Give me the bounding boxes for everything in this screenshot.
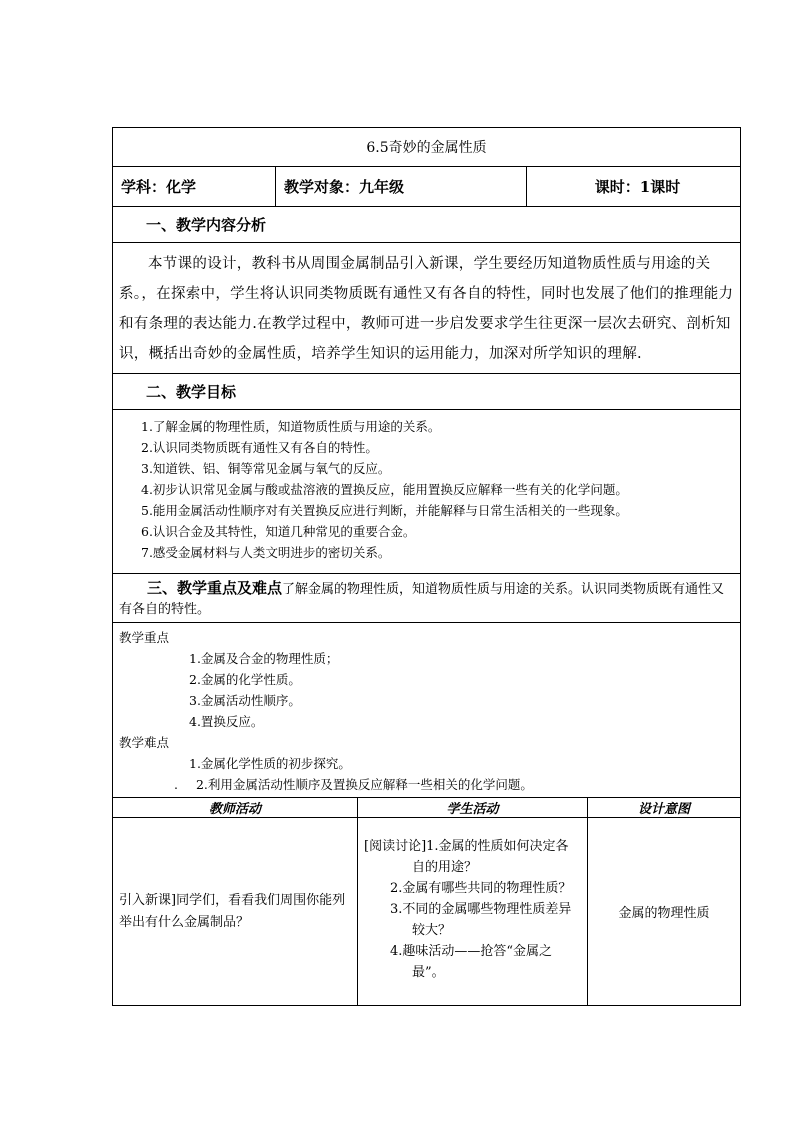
- period-cell: 课时：1课时: [594, 178, 681, 196]
- lesson-title: 6.5奇妙的金属性质: [366, 140, 487, 156]
- student-activity-item: 4.趣味活动——抢答“金属之最”。: [390, 944, 553, 980]
- key-points-block: [112, 623, 741, 798]
- header-student-activity: 学生活动: [358, 798, 588, 817]
- teacher-activity-text: 引入新课]同学们，看看我们周围你能列举出有什么金属制品？: [119, 892, 346, 930]
- objective-item: 6.认识合金及其特性，知道几种常见的重要合金。: [141, 524, 416, 539]
- section-content-analysis-heading: 一、教学内容分析: [112, 207, 741, 243]
- student-activity-item: [阅读讨论]1.金属的性质如何决定各自的用途？: [364, 839, 569, 875]
- objective-item: 7.感受金属材料与人类文明进步的密切关系。: [141, 545, 391, 560]
- header-teacher-activity: 教师活动: [113, 798, 358, 817]
- section-key-points-heading: 三、教学重点及难点: [147, 579, 283, 597]
- objectives-list: [112, 410, 741, 574]
- activity-header-row: [112, 798, 741, 818]
- key-point-item: 4.置换反应。: [189, 714, 264, 729]
- difficult-points-label: 教学难点: [119, 735, 170, 750]
- key-points-summary-text: 了解金属的物理性质，知道物质性质与用途的关系。认识同类物质既有通性又有各自的特性。: [119, 582, 725, 617]
- key-point-item: 2.金属的化学性质。: [189, 672, 301, 687]
- info-row: [112, 167, 741, 207]
- student-activity-cell: [358, 818, 588, 1005]
- section-objectives-heading: 二、教学目标: [112, 374, 741, 410]
- design-intent-cell: [588, 818, 740, 1005]
- objective-item: 3.知道铁、铝、铜等常见金属与氧气的反应。: [141, 461, 391, 476]
- teacher-activity-cell: [113, 818, 358, 1005]
- activity-row: [112, 818, 741, 1006]
- lesson-title-row: [112, 127, 741, 167]
- student-activity-item: 2.金属有哪些共同的物理性质？: [390, 881, 572, 896]
- audience-cell: 教学对象：九年级: [276, 167, 527, 206]
- lesson-plan-table: [112, 127, 741, 1006]
- objective-item: 5.能用金属活动性顺序对有关置换反应进行判断，并能解释与日常生活相关的一些现象。: [141, 503, 628, 518]
- content-analysis-text: 本节课的设计，教科书从周围金属制品引入新课，学生要经历知道物质性质与用途的关系。，在探索中，学生将认识同类物质既有通性又有各自的特性，同时也发展了他们的推理能力和有条理的表达能力.在教学过程中，教师可进一步启发要求学生往更深一层次去研究、剖析知识，概括出奇妙的金属性质，培养学生知识的运用能力，加深对所学知识的理解.: [112, 243, 741, 374]
- difficult-point-line: [119, 774, 740, 795]
- objective-item: 4.初步认识常见金属与酸或盐溶液的置换反应，能用置换反应解释一些有关的化学问题。: [141, 482, 628, 497]
- design-intent-text: 金属的物理性质: [618, 906, 710, 921]
- student-activity-item: 3.不同的金属哪些物理性质差异较大？: [390, 902, 572, 938]
- stray-dot: .: [174, 777, 178, 792]
- difficult-point-item: 1.金属化学性质的初步探究。: [189, 756, 351, 771]
- difficult-point-item: 2.利用金属活动性顺序及置换反应解释一些相关的化学问题。: [195, 777, 533, 792]
- objective-item: 2.认识同类物质既有通性又有各自的特性。: [141, 440, 378, 455]
- subject-cell: 学科：化学: [113, 167, 276, 206]
- header-design-intent: 设计意图: [637, 802, 690, 817]
- objective-item: 1.了解金属的物理性质，知道物质性质与用途的关系。: [141, 419, 441, 434]
- key-point-item: 1.金属及合金的物理性质；: [189, 651, 339, 666]
- key-point-item: 3.金属活动性顺序。: [189, 693, 301, 708]
- key-difficult-summary: [112, 574, 741, 623]
- key-points-label: 教学重点: [119, 630, 170, 645]
